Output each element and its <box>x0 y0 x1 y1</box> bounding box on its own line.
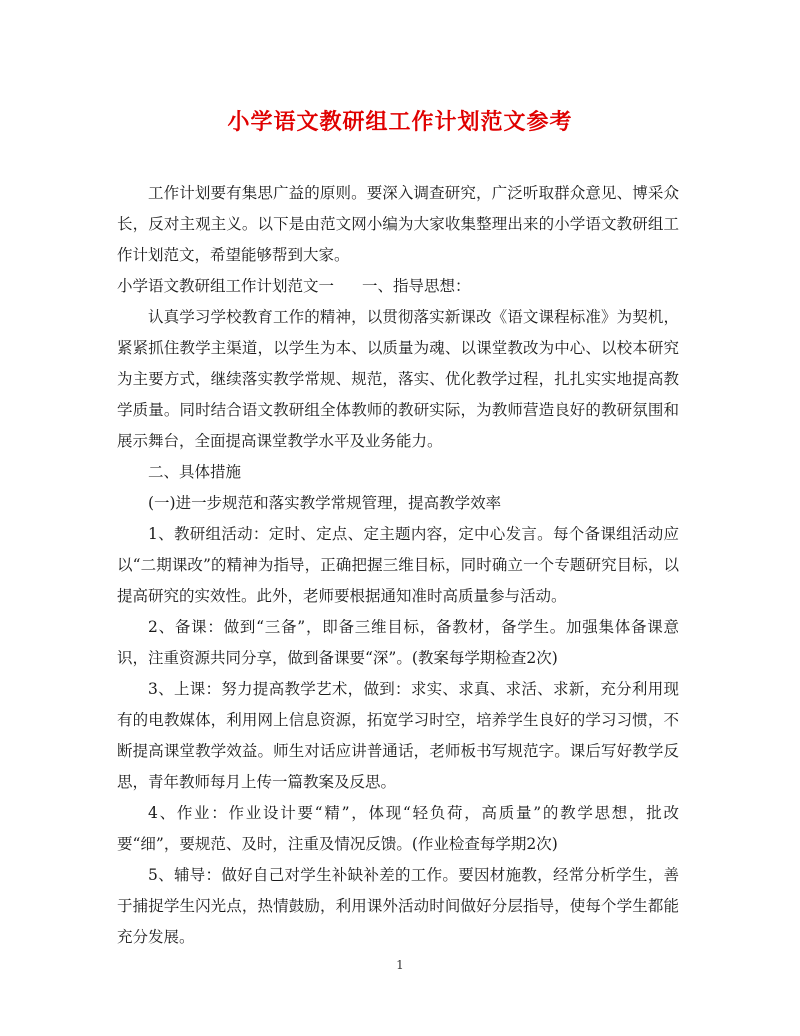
item-classroom: 3、上课：努力提高教学艺术，做到：求实、求真、求活、求新，充分利用现有的电教媒体，利用网上信息资源，拓宽学习时空，培养学生良好的学习习惯，不断提高课堂教学效益。师生对话应讲普通话，老师板书写规范字。课后写好教学反思，青年教师每月上传一篇教案及反思。 <box>117 680 679 791</box>
document-body <box>117 178 679 953</box>
section-heading-measures: 二、具体措施 <box>148 463 242 481</box>
sample-heading: 小学语文教研组工作计划范文一 <box>117 277 335 295</box>
section-heading-guiding: 一、指导思想： <box>362 277 471 295</box>
item-homework: 4、作业：作业设计要“精”，体现“轻负荷，高质量”的教学思想，批改要“细”，要规范、及时，注重及情况反馈。(作业检查每学期2次) <box>117 804 679 853</box>
intro-paragraph: 工作计划要有集思广益的原则。要深入调查研究，广泛听取群众意见、博采众长，反对主观主义。以下是由范文网小编为大家收集整理出来的小学语文教研组工作计划范文，希望能够帮到大家。 <box>117 184 679 264</box>
item-tutoring: 5、辅导：做好自己对学生补缺补差的工作。要因材施教，经常分析学生，善于捕捉学生闪光点，热情鼓励，利用课外活动时间做好分层指导，使每个学生都能充分发展。 <box>117 866 679 946</box>
subsection-heading-routine: (一)进一步规范和落实教学常规管理，提高教学效率 <box>148 494 502 512</box>
page-title: 小学语文教研组工作计划范文参考 <box>227 109 573 135</box>
page-number: 1 <box>396 958 404 972</box>
item-teaching-research: 1、教研组活动：定时、定点、定主题内容，定中心发言。每个备课组活动应以“二期课改”的精神为指导，正确把握三维目标，同时确立一个专题研究目标，以提高研究的实效性。此外，老师要根据通知准时高质量参与活动。 <box>117 525 679 605</box>
sample-heading-line <box>117 271 679 302</box>
item-lesson-prep: 2、备课：做到“三备”，即备三维目标，备教材，备学生。加强集体备课意识，注重资源共同分享，做到备课要“深”。(教案每学期检查2次) <box>117 618 679 667</box>
guiding-ideology-paragraph: 认真学习学校教育工作的精神，以贯彻落实新课改《语文课程标准》为契机，紧紧抓住教学主渠道，以学生为本、以质量为魂、以课堂教改为中心、以校本研究为主要方式，继续落实教学常规、规范，落实、优化教学过程，扎扎实实地提高教学质量。同时结合语文教研组全体教师的教研实际，为教师营造良好的教研氛围和展示舞台，全面提高课堂教学水平及业务能力。 <box>117 308 679 450</box>
